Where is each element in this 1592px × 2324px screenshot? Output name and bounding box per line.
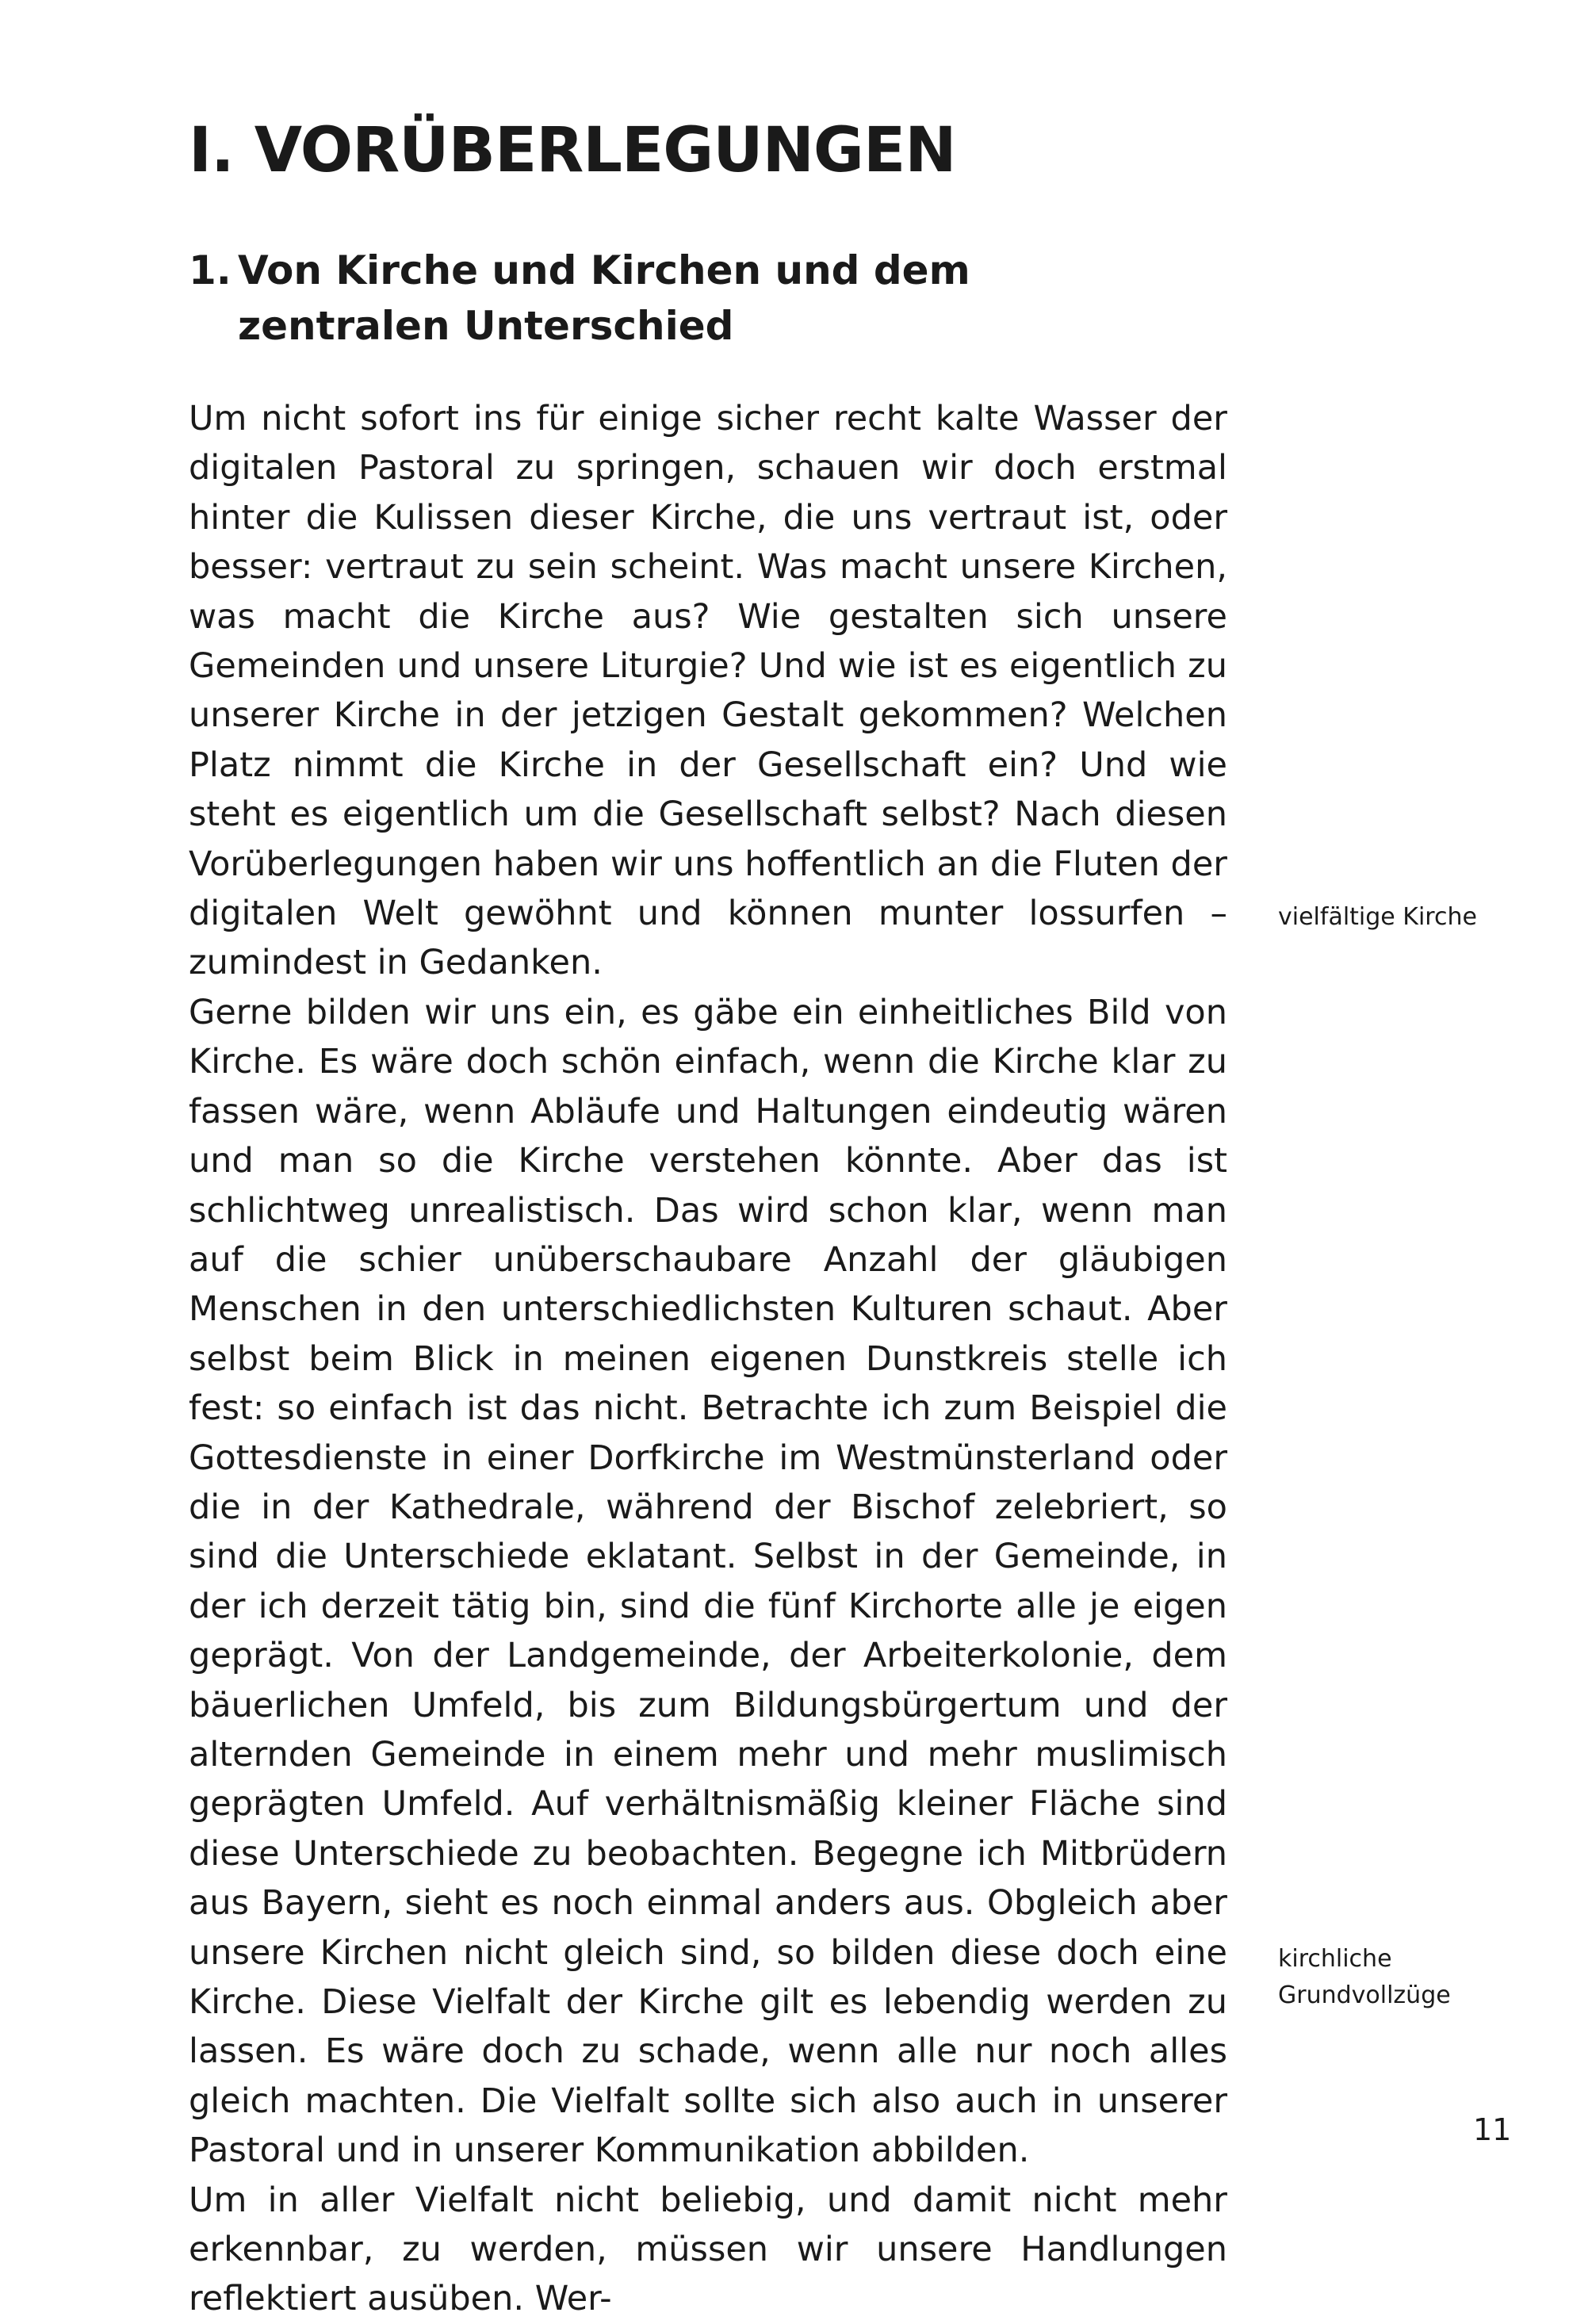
chapter-title: I. VORÜBERLEGUNGEN (189, 115, 956, 186)
section-title: Von Kirche und Kirchen und dem zentralen Unterschied (238, 247, 970, 349)
margin-note-basic-functions: kirchliche Grundvollzüge (1278, 1945, 1451, 2009)
body-text (189, 394, 1227, 2324)
section-heading (189, 243, 1150, 354)
paragraph-basic-functions: Um in aller Vielfalt nicht beliebig, und damit nicht mehr erkennbar, zu werden, müssen wir unsere Handlungen reflektiert ausüben. Wer- (189, 2180, 1227, 2319)
margin-note-diversity: vielfältige Kirche (1278, 903, 1477, 931)
section-number: 1. (189, 247, 232, 293)
paragraph-diversity: Gerne bilden wir uns ein, es gäbe ein einheitliches Bild von Kirche. Es wäre doch schön einfach, wenn die Kirche klar zu fassen wäre, wenn Abläufe und Haltungen eindeutig wären und man so die Kirche verstehen könnte. Aber das ist schlichtweg unrealistisch. Das wird schon klar, wenn man auf die schier unüberschaubare Anzahl der gläubigen Menschen in den unterschiedlichsten Kulturen schaut. Aber selbst beim Blick in meinen eigenen Dunstkreis stelle ich fest: so einfach ist das nicht. Betrachte ich zum Beispiel die Gottesdienste in einer Dorfkirche im Westmünsterland oder die in der Kathedrale, während der Bischof zelebriert, so sind die Unterschiede eklatant. Selbst in der Gemeinde, in der ich derzeit tätig bin, sind die fünf Kirchorte alle je eigen geprägt. Von der Landgemeinde, der Arbeiterkolonie, dem bäuerlichen Umfeld, bis zum Bildungsbürgertum und der alternden Gemeinde in einem mehr und mehr muslimisch geprägten Umfeld. Auf verhältnismäßig kleiner Fläche sind diese Unterschiede zu beobachten. Begegne ich Mitbrüdern aus Bayern, sieht es noch einmal anders aus. Obgleich aber unsere Kirchen nicht gleich sind, so bilden diese doch eine Kirche. Diese Vielfalt der Kirche gilt es lebendig werden zu lassen. Es wäre doch zu schade, wenn alle nur noch alles gleich machten. Die Vielfalt sollte sich also auch in unserer Pastoral und in unserer Kommunikation abbilden. (189, 992, 1227, 2171)
page-number: 11 (1473, 2112, 1512, 2147)
paragraph-intro: Um nicht sofort ins für einige sicher recht kalte Wasser der digitalen Pastoral zu springen, schauen wir doch erstmal hinter die Kulissen dieser Kirche, die uns vertraut ist, oder besser: vertraut zu sein scheint. Was macht unsere Kirchen, was macht die Kirche aus? Wie gestalten sich unsere Gemeinden und unsere Liturgie? Und wie ist es eigentlich zu unserer Kirche in der jetzigen Gestalt gekommen? Welchen Platz nimmt die Kirche in der Gesellschaft ein? Und wie steht es eigentlich um die Gesellschaft selbst? Nach diesen Vorüberlegungen haben wir uns hoffentlich an die Fluten der digitalen Welt gewöhnt und können munter lossurfen – zumindest in Gedanken. (189, 399, 1227, 983)
